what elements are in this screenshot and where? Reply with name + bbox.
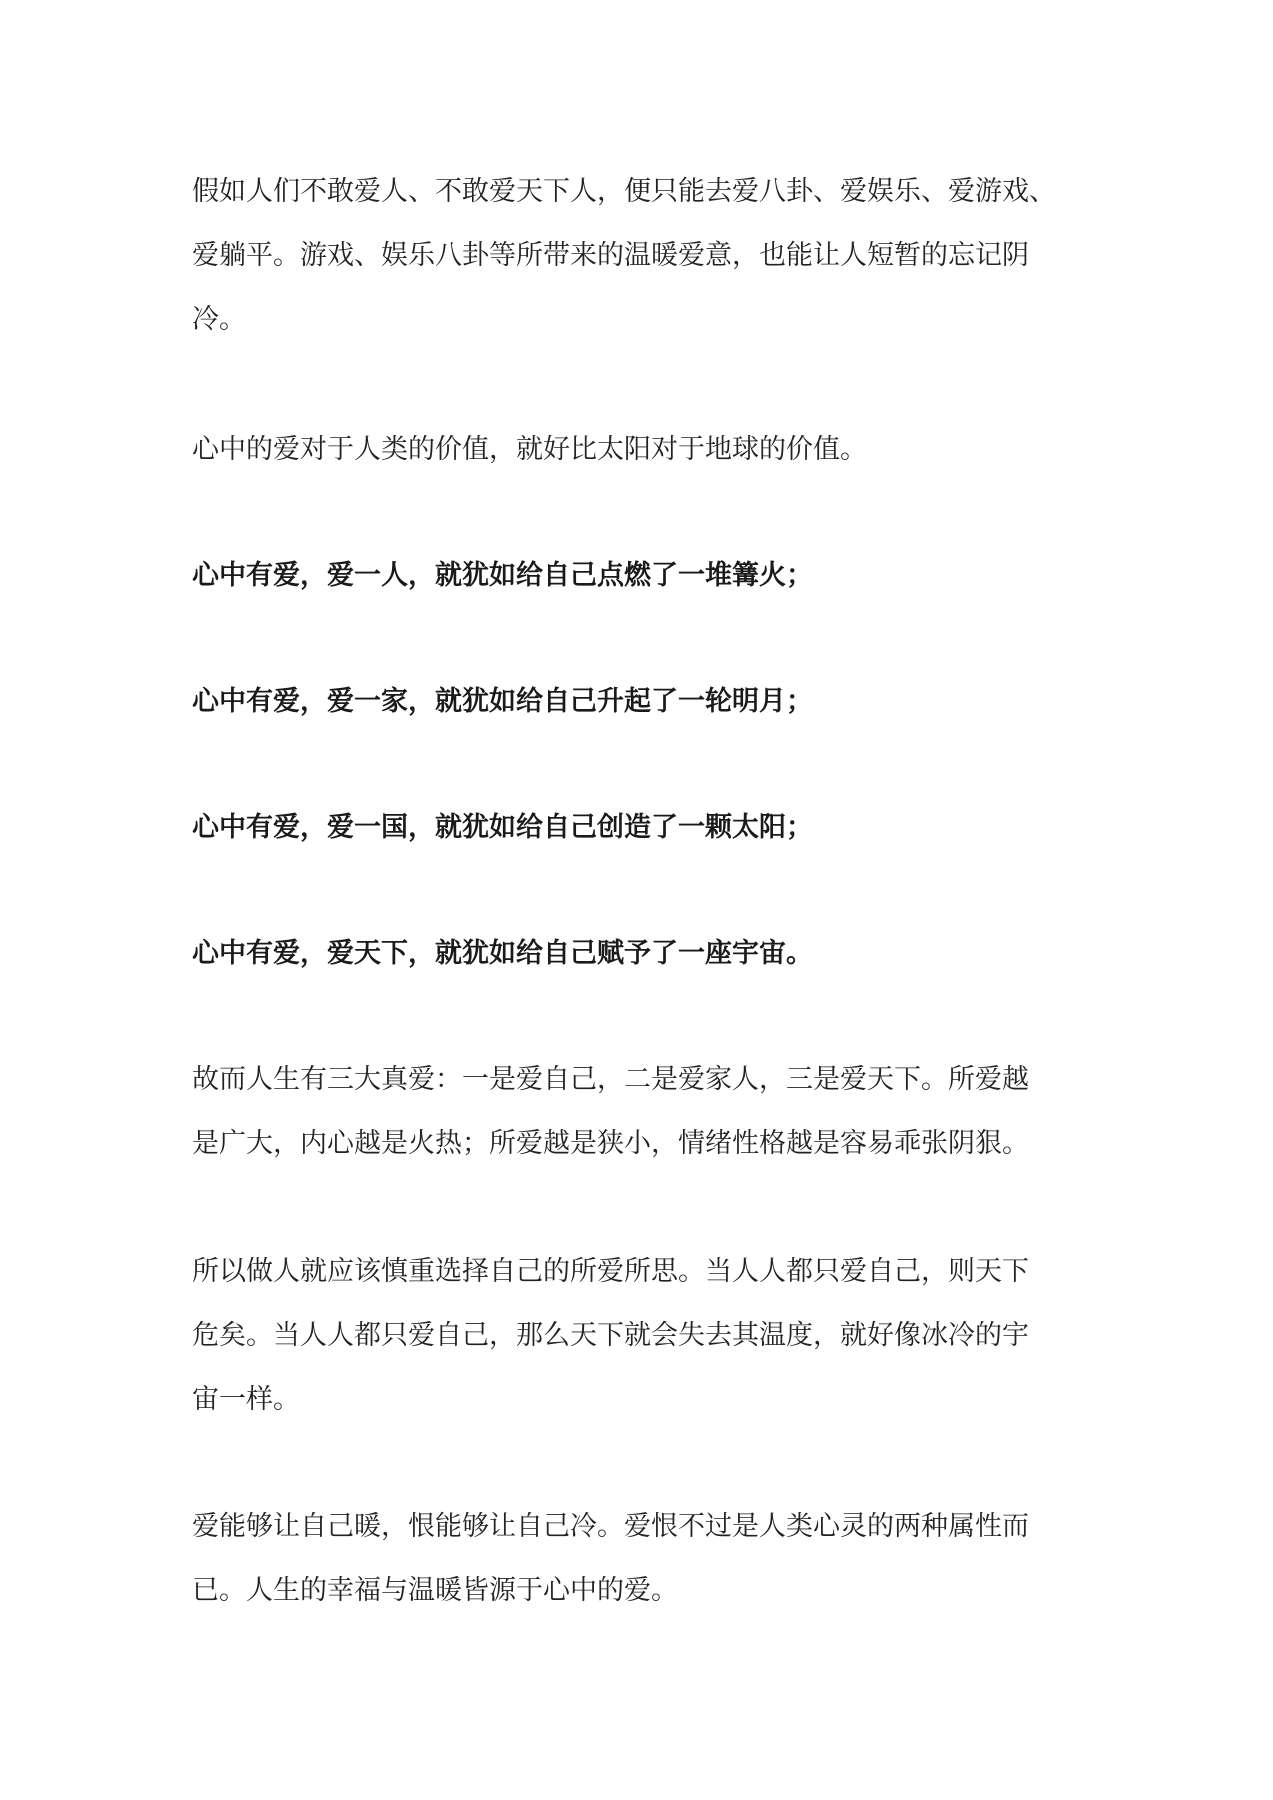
paragraph-love-value — [192, 418, 1092, 482]
text-line: 故而人生有三大真爱：一是爱自己，二是爱家人，三是爱天下。所爱越 — [192, 1064, 1029, 1095]
text-line: 已。人生的幸福与温暖皆源于心中的爱。 — [192, 1575, 678, 1606]
paragraph-love-world — [192, 922, 1092, 986]
text-line: 危矣。当人人都只爱自己，那么天下就会失去其温度，就好像冰冷的宇 — [192, 1320, 1029, 1351]
text-line: 宙一样。 — [192, 1384, 300, 1415]
text-line: 心中有爱，爱一家，就犹如给自己升起了一轮明月； — [192, 686, 813, 717]
paragraph-love-one-person — [192, 544, 1092, 608]
text-line: 是广大，内心越是火热；所爱越是狭小，情绪性格越是容易乖张阴狠。 — [192, 1128, 1029, 1159]
paragraph-choose-love — [192, 1240, 1092, 1432]
text-line: 爱能够让自己暖，恨能够让自己冷。爱恨不过是人类心灵的两种属性而 — [192, 1511, 1029, 1542]
paragraph-love-family — [192, 670, 1092, 734]
paragraph-three-loves — [192, 1048, 1092, 1176]
text-line: 所以做人就应该慎重选择自己的所爱所思。当人人都只爱自己，则天下 — [192, 1256, 1029, 1287]
paragraph-love-country — [192, 796, 1092, 860]
text-line: 心中的爱对于人类的价值，就好比太阳对于地球的价值。 — [192, 434, 867, 465]
text-line: 心中有爱，爱一人，就犹如给自己点燃了一堆篝火； — [192, 560, 813, 591]
text-line: 心中有爱，爱天下，就犹如给自己赋予了一座宇宙。 — [192, 938, 813, 969]
text-line: 假如人们不敢爱人、不敢爱天下人，便只能去爱八卦、爱娱乐、爱游戏、 — [192, 176, 1056, 207]
text-line: 爱躺平。游戏、娱乐八卦等所带来的温暖爱意，也能让人短暂的忘记阴 — [192, 240, 1029, 271]
text-line: 心中有爱，爱一国，就犹如给自己创造了一颗太阳； — [192, 812, 813, 843]
text-line: 冷。 — [192, 304, 246, 335]
paragraph-love-warmth — [192, 1495, 1092, 1623]
paragraph-love-alternatives — [192, 160, 1092, 352]
